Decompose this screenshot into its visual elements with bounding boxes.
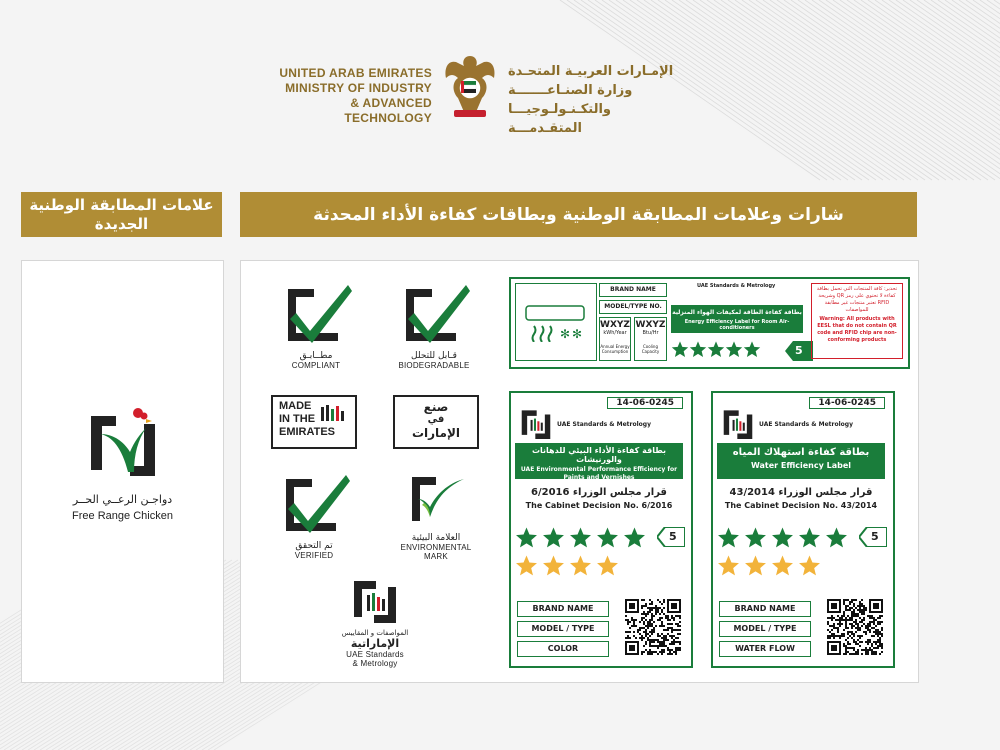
standards-ar-1: المواصفات و المقاييس bbox=[341, 629, 409, 637]
star-icon bbox=[798, 527, 821, 550]
ac-consumption-value: WXYZ bbox=[600, 320, 630, 330]
water-band-en: Water Efficiency Label bbox=[750, 461, 852, 470]
paint-color-field: COLOR bbox=[517, 641, 609, 657]
ac-consumption-caption: Annual Energy Consumption bbox=[600, 344, 630, 354]
paint-model-field: MODEL / TYPE bbox=[517, 621, 609, 637]
star-icon bbox=[744, 555, 767, 578]
standards-ar-2: الإماراتية bbox=[350, 637, 400, 650]
ministry-ar-line-3: والتكـنـولـوجيـــا المتقـدمـــة bbox=[508, 102, 611, 136]
ac-brand-field: BRAND NAME bbox=[599, 283, 667, 297]
ministry-line-2: MINISTRY OF INDUSTRY bbox=[285, 81, 432, 95]
ac-energy-label bbox=[509, 277, 910, 369]
water-flow-field: WATER FLOW bbox=[719, 641, 811, 657]
paint-decision-ar: قرار مجلس الوزراء 6/2016 bbox=[531, 487, 667, 498]
paint-label-code: 14-06-0245 bbox=[607, 397, 683, 409]
star-icon bbox=[707, 341, 725, 359]
water-model-field: MODEL / TYPE bbox=[719, 621, 811, 637]
ac-warning-en: Warning: All products with EESL that do not contain QR code and RFID chip are non-conforming products bbox=[817, 316, 897, 343]
made-line-3: EMIRATES bbox=[279, 426, 336, 438]
star-icon bbox=[825, 527, 848, 550]
paint-org-name: UAE Standards & Metrology bbox=[557, 421, 651, 428]
environmental-en-2: MARK bbox=[424, 552, 448, 561]
leaf-check-icon bbox=[406, 473, 466, 529]
made-in-emirates-mark bbox=[271, 395, 357, 449]
made-line-2: IN THE bbox=[279, 413, 316, 425]
new-marks-panel bbox=[21, 260, 224, 683]
standards-en-1: UAE Standards bbox=[346, 650, 404, 659]
ac-capacity-box bbox=[634, 317, 667, 361]
verified-ar: تم التحقق bbox=[295, 541, 333, 551]
free-range-label-ar: دواجـن الرعــي الحــر bbox=[72, 493, 173, 506]
ac-capacity-caption: Cooling Capacity bbox=[641, 344, 660, 354]
water-label-code: 14-06-0245 bbox=[809, 397, 885, 409]
environmental-ar: العلامة البيئية bbox=[411, 533, 461, 543]
water-decision-ar: قرار مجلس الوزراء 43/2014 bbox=[729, 487, 873, 498]
qr-code-icon bbox=[827, 599, 883, 655]
ac-capacity-value: WXYZ bbox=[635, 320, 666, 330]
made-ar-line-1: صنع bbox=[423, 400, 449, 414]
water-efficiency-label bbox=[711, 391, 895, 668]
star-icon bbox=[671, 341, 689, 359]
free-range-chicken-icon bbox=[88, 404, 158, 479]
verified-mark bbox=[269, 473, 359, 560]
biodegradable-ar: قـابل للتحلل bbox=[411, 351, 457, 361]
air-conditioner-icon bbox=[524, 304, 586, 342]
star-icon bbox=[542, 555, 565, 578]
compliant-mark bbox=[271, 283, 361, 370]
standards-logo-icon bbox=[350, 577, 400, 625]
star-icon bbox=[743, 341, 761, 359]
star-icon bbox=[542, 527, 565, 550]
water-brand-field: BRAND NAME bbox=[719, 601, 811, 617]
made-ar-line-2: في bbox=[427, 414, 445, 425]
paint-decision-en: The Cabinet Decision No. 6/2016 bbox=[525, 501, 673, 510]
ministry-name-ar bbox=[508, 62, 678, 138]
made-in-emirates-ar-mark bbox=[393, 395, 479, 449]
star-icon bbox=[623, 527, 646, 550]
standards-logo-icon bbox=[519, 407, 553, 441]
badges-panel bbox=[240, 260, 919, 683]
ac-warning-box bbox=[811, 283, 903, 359]
standards-logo-icon bbox=[721, 407, 755, 441]
paint-band-en: UAE Environmental Performance Efficiency for Paints and Vernishes bbox=[520, 466, 678, 481]
environmental-mark bbox=[391, 473, 481, 561]
star-icon bbox=[515, 555, 538, 578]
svg-text:✻: ✻ bbox=[572, 327, 583, 341]
compliant-ar: مطــابـق bbox=[299, 351, 333, 361]
ministry-name-en bbox=[262, 66, 432, 126]
ministry-ar-line-2: وزارة الصنـاعـــــــة bbox=[508, 83, 633, 98]
ministry-line-3: & ADVANCED TECHNOLOGY bbox=[344, 96, 432, 125]
paint-band bbox=[515, 443, 683, 479]
made-ar-line-3: الإمارات bbox=[411, 426, 461, 440]
environmental-en-1: ENVIRONMENTAL bbox=[400, 543, 472, 552]
biodegradable-en: BIODEGRADABLE bbox=[398, 361, 470, 370]
standards-metrology-mark bbox=[335, 577, 415, 668]
new-marks-heading: علامات المطابقة الوطنية الجديدة bbox=[21, 192, 222, 237]
flag-stripes-icon bbox=[319, 403, 347, 423]
ministry-ar-line-1: الإمـارات العربيـة المتحـدة bbox=[508, 64, 674, 79]
ac-warning-ar: تحذير: كافة المنتجات التي تحمل بطاقة كفاءة لا تحتوي على رمز QR وشريحة RFID تعتبر منتجات غير مطابقة للمواصفات bbox=[816, 286, 898, 313]
water-rating-value: 5 bbox=[871, 530, 879, 543]
checkmark-icon bbox=[278, 473, 350, 537]
free-range-label-en: Free Range Chicken bbox=[72, 510, 173, 522]
ac-model-field: MODEL/TYPE NO. bbox=[599, 300, 667, 314]
water-band-ar: بطاقة كفاءة استهلاك المياه bbox=[732, 447, 870, 458]
star-icon bbox=[798, 555, 821, 578]
verified-en: VERIFIED bbox=[294, 551, 334, 560]
ac-band-ar: بطاقة كفاءة الطاقة لمكيفات الهواء المنزلية bbox=[672, 309, 802, 316]
star-icon bbox=[596, 555, 619, 578]
star-icon bbox=[725, 341, 743, 359]
ac-consumption-box bbox=[599, 317, 631, 361]
star-icon bbox=[689, 341, 707, 359]
standards-en-2: & Metrology bbox=[352, 659, 398, 668]
star-icon bbox=[717, 527, 740, 550]
ac-rating-value: 5 bbox=[795, 344, 803, 357]
water-org-name: UAE Standards & Metrology bbox=[759, 421, 853, 428]
ministry-line-1: UNITED ARAB EMIRATES bbox=[279, 66, 432, 80]
ac-band bbox=[671, 305, 803, 333]
water-band bbox=[717, 443, 885, 479]
water-decision-en: The Cabinet Decision No. 43/2014 bbox=[724, 501, 878, 510]
star-icon bbox=[569, 555, 592, 578]
ac-image-frame bbox=[515, 283, 597, 361]
ac-org-name: UAE Standards & Metrology bbox=[697, 283, 776, 289]
star-icon bbox=[569, 527, 592, 550]
ac-band-en: Energy Efficiency Label for Room Air-conditioners bbox=[684, 319, 790, 331]
biodegradable-mark bbox=[389, 283, 479, 370]
made-line-1: MADE bbox=[279, 400, 312, 412]
qr-code-icon bbox=[625, 599, 681, 655]
star-icon bbox=[771, 555, 794, 578]
star-icon bbox=[744, 527, 767, 550]
paint-rating-value: 5 bbox=[669, 530, 677, 543]
star-icon bbox=[515, 527, 538, 550]
compliant-en: COMPLIANT bbox=[291, 361, 341, 370]
paint-band-ar: بطاقة كفاءة الأداء البيئي للدهانات والورنيشات bbox=[531, 446, 667, 464]
checkmark-icon bbox=[280, 283, 352, 347]
ac-consumption-unit: kWh/Year bbox=[603, 330, 627, 336]
star-icon bbox=[717, 555, 740, 578]
star-icon bbox=[771, 527, 794, 550]
star-icon bbox=[596, 527, 619, 550]
svg-text:✻: ✻ bbox=[560, 327, 571, 341]
paint-brand-field: BRAND NAME bbox=[517, 601, 609, 617]
uae-emblem-icon bbox=[442, 52, 498, 122]
ac-capacity-unit: Btu/Hr bbox=[642, 330, 659, 336]
paint-efficiency-label bbox=[509, 391, 693, 668]
checkmark-icon bbox=[398, 283, 470, 347]
badges-heading: شارات وعلامات المطابقة الوطنية وبطاقات كفاءة الأداء المحدثة bbox=[240, 192, 917, 237]
